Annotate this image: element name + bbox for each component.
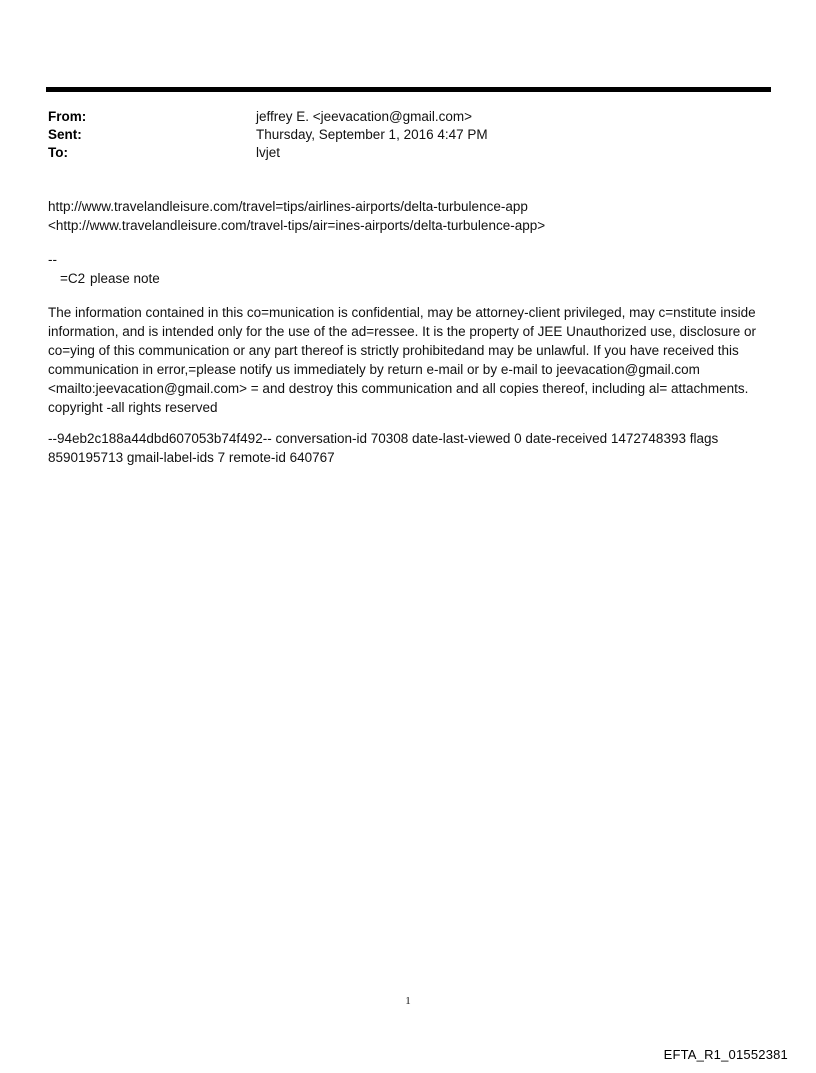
to-value: lvjet [256, 145, 281, 160]
bates-stamp: EFTA_R1_01552381 [663, 1047, 788, 1062]
email-header [48, 108, 768, 162]
metadata-line: --94eb2c188a44dbd607053b74f492-- conversation-id 70308 date-last-viewed 0 date-received 1472748393 flags [48, 431, 719, 446]
sent-row [48, 126, 768, 144]
sent-value: Thursday, September 1, 2016 4:47 PM [256, 127, 488, 142]
signature-note [48, 269, 778, 288]
url-line: http://www.travelandleisure.com/travel=tips/airlines-airports/delta-turbulence-app [48, 199, 528, 214]
signature-note-text: please note [90, 271, 160, 286]
metadata-line: 8590195713 gmail-label-ids 7 remote-id 640767 [48, 450, 335, 465]
disclaimer-line: The information contained in this co=munication is confidential, may be attorney-client privileged, may c=nstitute inside [48, 305, 756, 320]
confidentiality-disclaimer [48, 303, 778, 417]
signature-code: =C2 [60, 271, 86, 286]
signature-dashes: -- [48, 252, 57, 267]
sent-label: Sent: [48, 127, 82, 142]
from-row [48, 108, 768, 126]
top-divider [46, 87, 771, 92]
signature-block [48, 250, 778, 288]
message-metadata [48, 429, 778, 467]
from-value: jeffrey E. <jeevacation@gmail.com> [256, 109, 473, 124]
disclaimer-line: communication in error,=please notify us immediately by return e-mail or by e-mail to jeevacation@gmail.com [48, 362, 700, 377]
from-label: From: [48, 109, 87, 124]
disclaimer-line: information, and is intended only for the use of the ad=ressee. It is the property of JEE Unauthorized use, disclosure or [48, 324, 757, 339]
to-row [48, 144, 768, 162]
url-line: <http://www.travelandleisure.com/travel-tips/air=ines-airports/delta-turbulence-app> [48, 218, 546, 233]
url-block [48, 197, 778, 235]
disclaimer-line: copyright -all rights reserved [48, 400, 218, 415]
page-number: 1 [405, 995, 411, 1007]
disclaimer-line: <mailto:jeevacation@gmail.com> = and destroy this communication and all copies thereof, including al= attachments. [48, 381, 749, 396]
to-label: To: [48, 145, 68, 160]
disclaimer-line: co=ying of this communication or any part thereof is strictly prohibitedand may be unlawful. If you have received this [48, 343, 739, 358]
